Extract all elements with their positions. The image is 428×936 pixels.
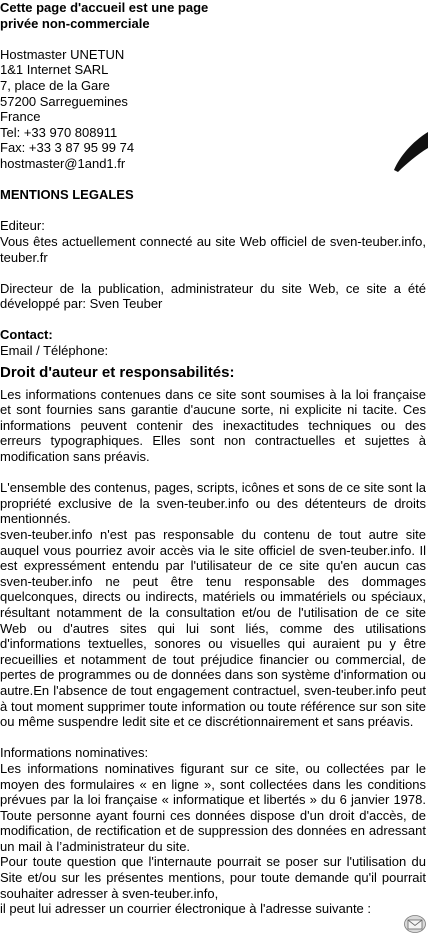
host-address bbox=[0, 47, 428, 172]
copyright-paragraph-1: Les informations contenues dans ce site sont soumises à la loi française et sont fournies sans garantie d'aucune sorte, ni explicite ni tacite. Ces informations peuvent contenir des inexactitudes techniques ou des erreurs typographiques. Elles sont non contractuelles et sujettes à modification sans préavis. bbox=[0, 386, 426, 465]
contact-text: Email / Téléphone: bbox=[0, 343, 109, 359]
host-email: hostmaster@1and1.fr bbox=[0, 155, 126, 171]
nominative-paragraph-2: Pour toute question que l'internaute pourrait se poser sur l'utilisation du Site et/ou sur les présentes mentions, pour toute demande qu'il pourrait souhaiter adresser à sven-teuber.info, bbox=[0, 854, 426, 901]
header-line-1: Cette page d'accueil est une page bbox=[0, 0, 209, 15]
editor-text: Vous êtes actuellement connecté au site Web officiel de sven-teuber.info, teuber.fr bbox=[0, 233, 426, 265]
dark-swoosh-icon bbox=[390, 126, 428, 174]
host-name: Hostmaster UNETUN bbox=[0, 46, 125, 62]
editor-label: Editeur: bbox=[0, 218, 45, 234]
host-street: 7, place de la Gare bbox=[0, 77, 110, 93]
intro-header bbox=[0, 0, 428, 31]
director-text: Directeur de la publication, administrateur du site Web, ce site a été développé par: Sven Teuber bbox=[0, 280, 426, 312]
envelope-icon[interactable] bbox=[404, 915, 426, 933]
host-country: France bbox=[0, 109, 41, 125]
legal-title: MENTIONS LEGALES bbox=[0, 187, 134, 203]
host-company: 1&1 Internet SARL bbox=[0, 62, 109, 78]
nominative-paragraph-1: Les informations nominatives figurant sur ce site, ou collectées par le moyen des formulaires « en ligne », sont collectées dans les conditions prévues par la loi française « informatique et libertés » du 6 janvier 1978. Toute personne ayant fourni ces données dispose d'un droit d'accès, de modification, de rectification et de suppression des données en adressant un mail à l’administrateur du site. bbox=[0, 760, 426, 854]
header-line-2: privée non-commerciale bbox=[0, 15, 150, 31]
host-city: 57200 Sarreguemines bbox=[0, 93, 128, 109]
nominative-paragraph-3: il peut lui adresser un courrier électronique à l'adresse suivante : bbox=[0, 901, 372, 917]
copyright-paragraph-3: sven-teuber.info n'est pas responsable du contenu de tout autre site auquel vous pourriez avoir accès via le site officiel de sven-teuber.info. Il est expressément entendu par l'utilisateur de ce site qu'en aucun cas sven-teuber.info ne peut être tenu responsable des dommages quelconques, directs ou indirects, matériels ou immatériels ou spéciaux, résultant notamment de la consultation et/ou de l'utilisation de ce site Web ou d'autres sites qui lui sont liés, comme des utilisations d'informations textuelles, sonores ou visuelles qui auraient pu y être recueillies et notamment de tout préjudice financier ou commercial, de pertes de programmes ou de données dans son système d'information ou autre.En l'absence de tout engagement contractuel, sven-teuber.info peut à tout moment supprimer toute information ou toute référence sur son site ou même suspendre ledit site et ce discrétionnairement et sans préavis. bbox=[0, 527, 426, 730]
host-fax: Fax: +33 3 87 95 99 74 bbox=[0, 140, 135, 156]
copyright-paragraph-2: L'ensemble des contenus, pages, scripts, icônes et sons de ce site sont la propriété exclusive de la sven-teuber.info ou des détenteurs de droits mentionnés. bbox=[0, 480, 426, 527]
copyright-title: Droit d'auteur et responsabilités: bbox=[0, 363, 235, 381]
contact-label: Contact: bbox=[0, 327, 53, 343]
host-phone: Tel: +33 970 808911 bbox=[0, 124, 118, 140]
nominative-label: Informations nominatives: bbox=[0, 745, 149, 761]
